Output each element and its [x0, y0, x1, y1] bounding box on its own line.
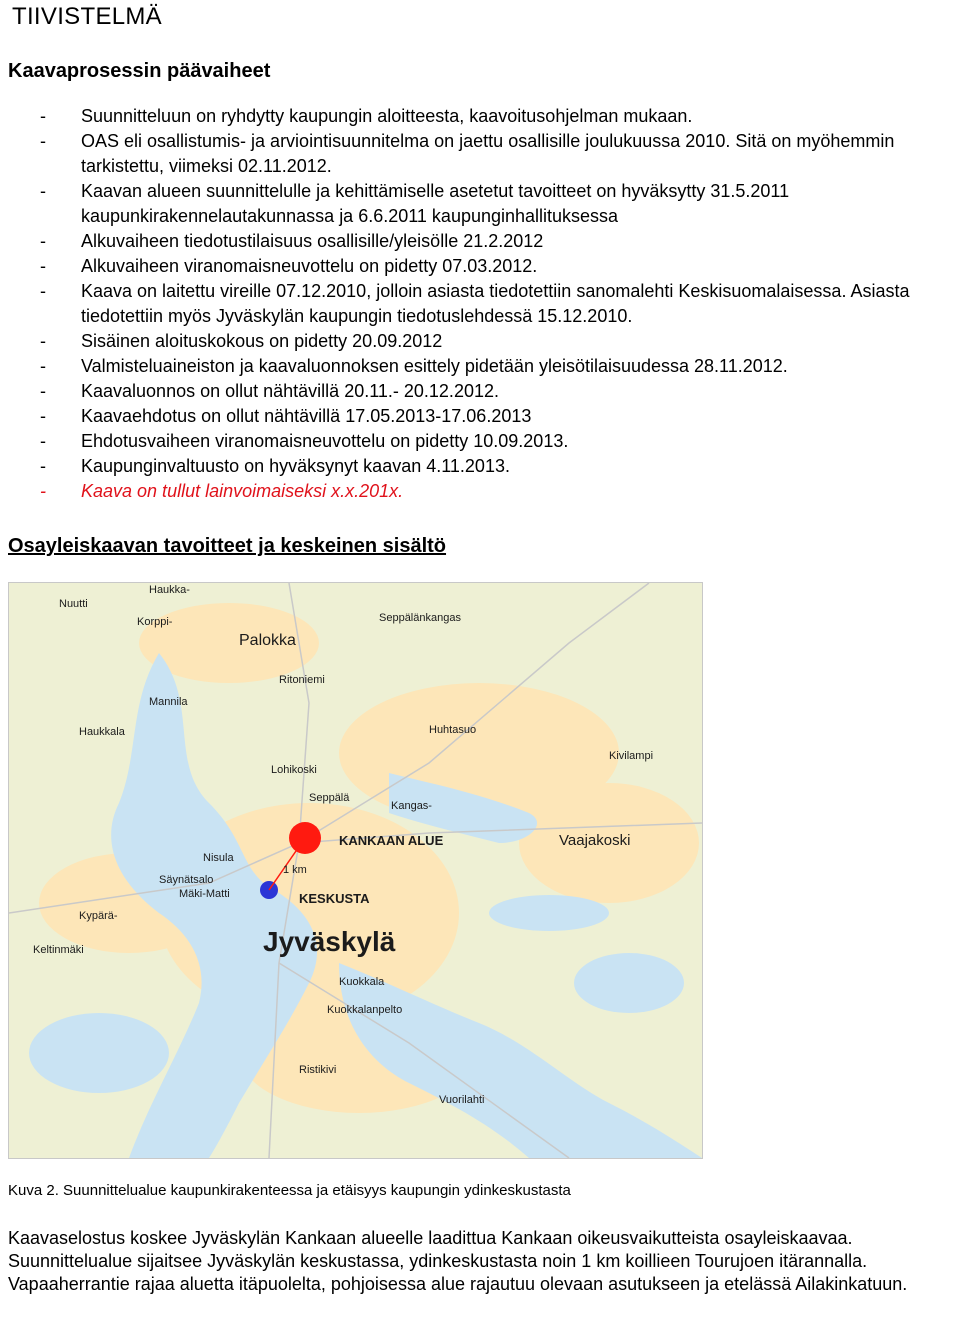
place-label: Korppi- [137, 616, 173, 628]
bullet-dash: - [40, 331, 46, 351]
list-item-text: Ehdotusvaiheen viranomaisneuvottelu on pidetty 10.09.2013. [81, 431, 569, 451]
list-item [8, 104, 956, 129]
bullet-dash: - [40, 281, 46, 301]
section-heading-goals: Osayleiskaavan tavoitteet ja keskeinen sisältö [8, 535, 447, 557]
bullet-dash: - [40, 431, 46, 451]
list-item [8, 279, 956, 329]
bullet-dash: - [40, 106, 46, 126]
list-item-text: Sisäinen aloituskokous on pidetty 20.09.2012 [81, 331, 443, 351]
section-heading-phases: Kaavaprosessin päävaiheet [8, 60, 271, 82]
page-title: TIIVISTELMÄ [12, 3, 162, 30]
list-item [8, 354, 956, 379]
list-item-text: Suunnitteluun on ryhdytty kaupungin aloitteesta, kaavoitusohjelman mukaan. [81, 106, 693, 126]
site-label: KANKAAN ALUE [339, 833, 444, 848]
list-item-text: Valmisteluaineiston ja kaavaluonnoksen esittely pidetään yleisötilaisuudessa 28.11.2012. [81, 356, 788, 376]
list-item [8, 229, 956, 254]
place-label: Huhtasuo [429, 724, 477, 736]
place-label: Kypärä- [79, 910, 118, 922]
phase-list [8, 104, 956, 504]
place-label: Lohikoski [271, 764, 317, 776]
list-item [8, 379, 956, 404]
list-item-final [8, 479, 956, 504]
list-item [8, 404, 956, 429]
place-label: Kuokkalanpelto [327, 1004, 403, 1016]
place-label: Mäki-Matti [179, 888, 230, 900]
list-item [8, 129, 956, 179]
list-item-text: Alkuvaiheen viranomaisneuvottelu on pidetty 07.03.2012. [81, 256, 538, 276]
list-item [8, 429, 956, 454]
bullet-dash: - [40, 406, 46, 426]
place-label: Seppälänkangas [379, 612, 461, 624]
bullet-dash: - [40, 381, 46, 401]
bullet-dash: - [40, 356, 46, 376]
bullet-dash: - [40, 131, 46, 151]
bullet-dash: - [40, 481, 46, 501]
list-item-text: Kaavaluonnos on ollut nähtävillä 20.11.- 20.12.2012. [81, 381, 499, 401]
distance-label: 1 km [283, 864, 307, 876]
place-label: Vaajakoski [559, 832, 631, 849]
center-label: KESKUSTA [299, 891, 370, 906]
city-label: Jyväskylä [263, 926, 396, 957]
place-label: Haukkala [79, 726, 125, 738]
place-label: Keltinmäki [33, 944, 84, 956]
list-item [8, 329, 956, 354]
bullet-dash: - [40, 256, 46, 276]
place-label: Vuorilahti [439, 1094, 485, 1106]
list-item-text: Kaava on laitettu vireille 07.12.2010, jolloin asiasta tiedotettiin sanomalehti Keskisuomalaisessa. Asiasta tiedotettiin myös Jyväskylän kaupungin tiedotuslehdessä 15.12.2010. [81, 281, 910, 326]
body-paragraph: Kaavaselostus koskee Jyväskylän Kankaan alueelle laadittua Kankaan oikeusvaikutteista osayleiskaavaa. Suunnittelualue sijaitsee Jyväskylän keskustassa, ydinkeskustasta noin 1 km koillieen Tourujoen itärannalla. Vapaaherrantie rajaa aluetta itäpuolelta, pohjoisessa alue rajautuu olevaan asutukseen ja etelässä Ailakinkatuun. [8, 1228, 908, 1294]
place-label: Mannila [149, 696, 188, 708]
place-label: Nuutti [59, 598, 88, 610]
map-graphic [9, 583, 702, 1158]
place-label: Ritoniemi [279, 674, 325, 686]
place-label: Kangas- [391, 800, 432, 812]
place-label: Kivilampi [609, 750, 654, 762]
place-label: Ristikivi [299, 1064, 337, 1076]
list-item [8, 179, 956, 229]
place-label: Haukka- [149, 584, 190, 596]
figure-caption: Kuva 2. Suunnittelualue kaupunkirakenteessa ja etäisyys kaupungin ydinkeskustasta [8, 1182, 571, 1199]
list-item-text: Kaavan alueen suunnittelulle ja kehittämiselle asetetut tavoitteet on hyväksytty 31.5.2011 kaupunkirakennelautakunnassa ja 6.6.2011 kaupunginhallituksessa [81, 181, 790, 226]
list-item-text: Alkuvaiheen tiedotustilaisuus osallisille/yleisölle 21.2.2012 [81, 231, 544, 251]
list-item-text: Kaava on tullut lainvoimaiseksi x.x.201x. [81, 481, 404, 501]
place-label: Säynätsalo [159, 874, 214, 886]
list-item [8, 254, 956, 279]
list-item-text: OAS eli osallistumis- ja arviointisuunnitelma on jaettu osallisille joulukuussa 2010. Sitä on myöhemmin tarkistettu, viimeksi 02.11.2012. [81, 131, 895, 176]
bullet-dash: - [40, 181, 46, 201]
location-map [8, 582, 703, 1159]
place-label: Palokka [239, 632, 296, 649]
bullet-dash: - [40, 456, 46, 476]
place-label: Seppälä [309, 792, 350, 804]
bullet-dash: - [40, 231, 46, 251]
list-item-text: Kaavaehdotus on ollut nähtävillä 17.05.2013-17.06.2013 [81, 406, 532, 426]
list-item [8, 454, 956, 479]
place-label: Nisula [203, 852, 234, 864]
list-item-text: Kaupunginvaltuusto on hyväksynyt kaavan 4.11.2013. [81, 456, 510, 476]
place-label: Kuokkala [339, 976, 385, 988]
